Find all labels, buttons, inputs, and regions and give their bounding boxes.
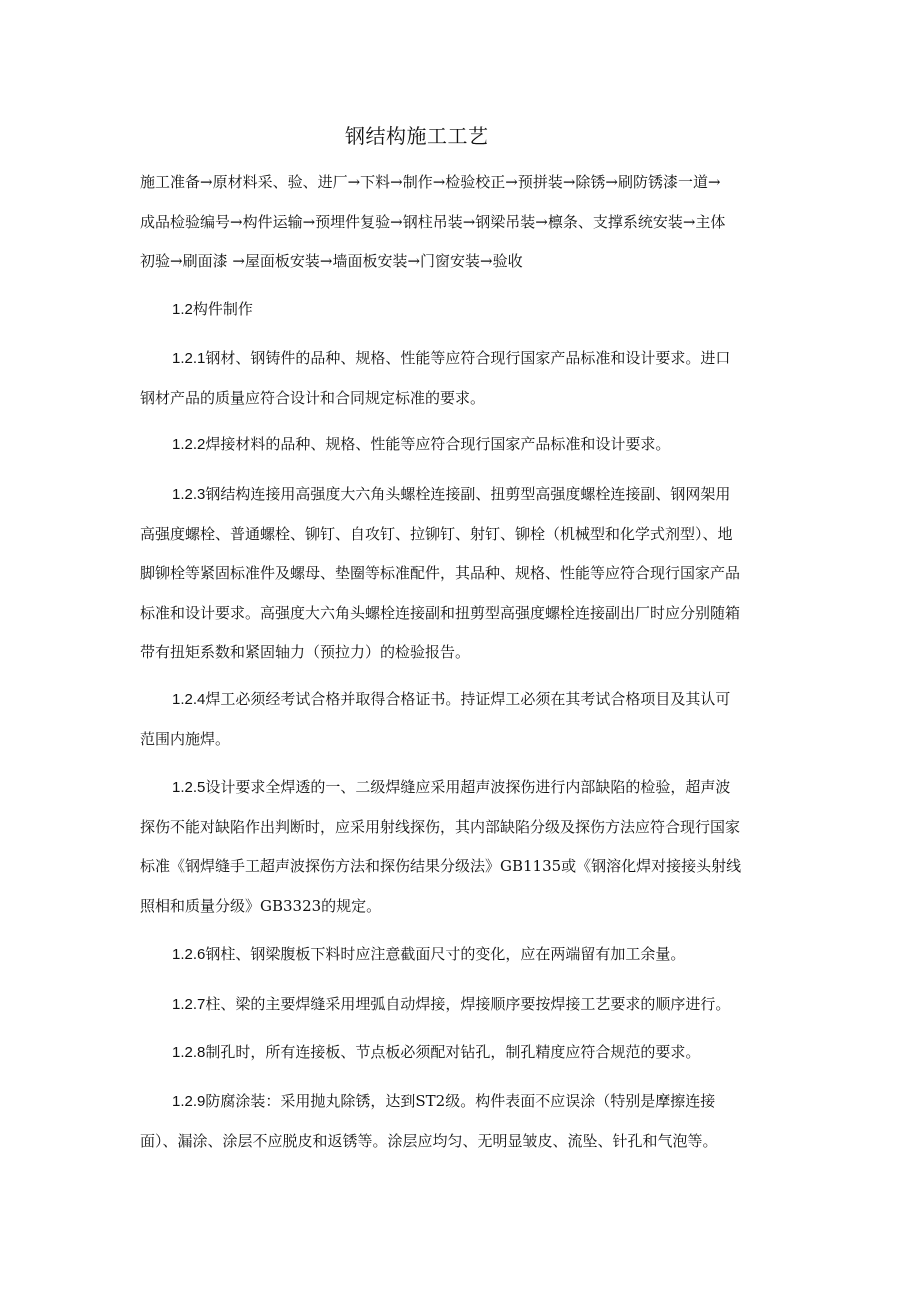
process-flow-line: 成品检验编号→构件运输→预埋件复验→钢柱吊装→钢梁吊装→檩条、支撑系统安装→主体	[140, 212, 726, 231]
clause-1-2-5	[140, 768, 790, 926]
clause-number: 1.2.1	[172, 350, 206, 367]
clause-number: 1.2.2	[172, 436, 206, 453]
paragraph-line: 脚铆栓等紧固标准件及螺母、垫圈等标准配件，其品种、规格、性能等应符合现行国家产品	[140, 564, 741, 582]
paragraph-line: 标准《钢焊缝手工超声波探伤方法和探伤结果分级法》GB1135或《钢溶化焊对接接头射线	[140, 857, 742, 875]
clause-1-2-9	[140, 1082, 790, 1161]
paragraph-text: 柱、梁的主要焊缝采用埋弧自动焊接，焊接顺序要按焊接工艺要求的顺序进行。	[205, 995, 731, 1013]
clause-number: 1.2.8	[172, 1044, 206, 1061]
clause-1-2-4	[140, 680, 790, 759]
clause-1-2-7	[140, 985, 790, 1025]
clause-1-2-8	[140, 1033, 790, 1073]
clause-number: 1.2.3	[172, 486, 206, 503]
clause-number: 1.2.7	[172, 996, 206, 1013]
paragraph-line: 范围内施焊。	[140, 729, 231, 748]
clause-1-2-3	[140, 475, 790, 673]
clause-1-2-6	[140, 935, 790, 975]
process-flow	[140, 163, 790, 282]
paragraph-line	[140, 1082, 790, 1122]
paragraph-text: 钢结构连接用高强度大六角头螺栓连接副、扭剪型高强度螺栓连接副、钢网架用	[205, 485, 731, 503]
paragraph-text: 焊工必须经考试合格并取得合格证书。持证焊工必须在其考试合格项目及其认可	[205, 690, 731, 708]
paragraph-line	[140, 1033, 790, 1073]
process-flow-line: 初验→刷面漆 →屋面板安装→墙面板安装→门窗安装→验收	[140, 252, 523, 270]
paragraph-line	[140, 680, 790, 720]
process-flow-line: 施工准备→原材料采、验、进厂→下料→制作→检验校正→预拼装→除锈→刷防锈漆一道→	[140, 173, 721, 191]
paragraph-line: 钢材产品的质量应符合设计和合同规定标准的要求。	[140, 388, 486, 407]
paragraph-line	[140, 985, 790, 1025]
document-title: 钢结构施工工艺	[345, 124, 489, 148]
clause-number: 1.2.6	[172, 946, 206, 963]
paragraph-line	[140, 475, 790, 515]
paragraph-line: 标准和设计要求。高强度大六角头螺栓连接副和扭剪型高强度螺栓连接副出厂时应分别随箱	[140, 603, 741, 622]
section-heading	[172, 290, 253, 330]
paragraph-text: 钢柱、钢梁腹板下料时应注意截面尺寸的变化，应在两端留有加工余量。	[205, 945, 686, 963]
paragraph-line	[140, 425, 790, 465]
paragraph-line	[140, 339, 790, 379]
paragraph-text: 防腐涂装：采用抛丸除锈，达到ST2级。构件表面不应误涂（特别是摩擦连接	[205, 1092, 716, 1110]
paragraph-line	[140, 935, 790, 975]
paragraph-text: 制孔时，所有连接板、节点板必须配对钻孔，制孔精度应符合规范的要求。	[205, 1043, 701, 1061]
paragraph-line: 带有扭矩系数和紧固轴力（预拉力）的检验报告。	[140, 643, 471, 661]
paragraph-line: 高强度螺栓、普通螺栓、铆钉、自攻钉、拉铆钉、射钉、铆栓（机械型和化学式剂型）、地	[140, 524, 733, 543]
clause-1-2-1	[140, 339, 790, 418]
section-number: 1.2	[172, 301, 193, 318]
paragraph-line: 探伤不能对缺陷作出判断时，应采用射线探伤，其内部缺陷分级及探伤方法应符合现行国家	[140, 817, 741, 836]
paragraph-text: 钢材、钢铸件的品种、规格、性能等应符合现行国家产品标准和设计要求。进口	[205, 349, 731, 367]
paragraph-text: 设计要求全焊透的一、二级焊缝应采用超声波探伤进行内部缺陷的检验，超声波	[205, 778, 731, 796]
clause-number: 1.2.4	[172, 691, 206, 708]
paragraph-line: 面）、漏涂、涂层不应脱皮和返锈等。涂层应均匀、无明显皱皮、流坠、针孔和气泡等。	[140, 1131, 718, 1150]
clause-1-2-2	[140, 425, 790, 465]
section-heading-text: 构件制作	[192, 300, 253, 318]
paragraph-text: 焊接材料的品种、规格、性能等应符合现行国家产品标准和设计要求。	[205, 435, 671, 453]
paragraph-line: 照相和质量分级》GB3323的规定。	[140, 896, 382, 915]
clause-number: 1.2.9	[172, 1093, 206, 1110]
clause-number: 1.2.5	[172, 779, 206, 796]
paragraph-line	[140, 768, 790, 808]
